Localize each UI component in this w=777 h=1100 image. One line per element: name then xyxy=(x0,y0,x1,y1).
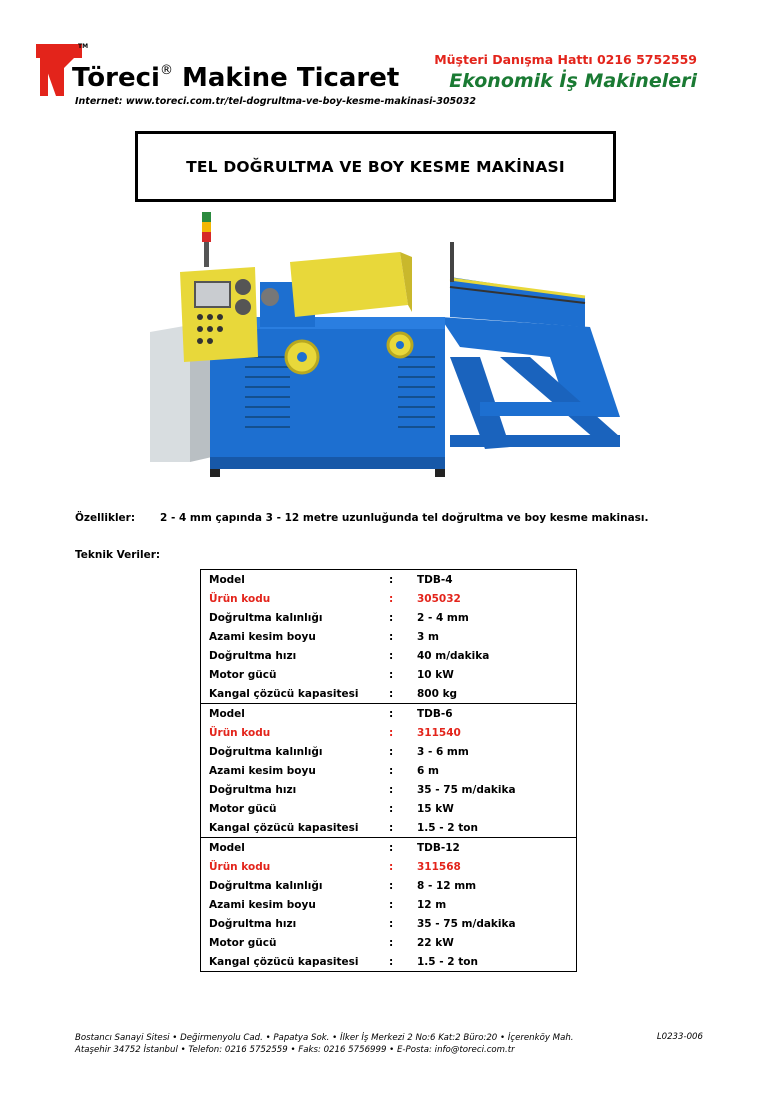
spec-separator: : xyxy=(389,936,394,949)
spec-value: 311568 xyxy=(417,860,461,873)
spec-key: Kangal çözücü kapasitesi xyxy=(209,955,359,968)
spec-row xyxy=(201,646,576,665)
spec-value: 35 - 75 m/dakika xyxy=(417,917,516,930)
spec-separator: : xyxy=(389,687,394,700)
spec-key: Doğrultma hızı xyxy=(209,783,297,796)
spec-row xyxy=(201,570,576,589)
footer-line-1: Bostancı Sanayi Sitesi • Değirmenyolu Cad. • Papatya Sok. • İlker İş Merkezi 2 No:6 Kat:2 Büro:20 • İçerenköy Mah. xyxy=(75,1033,574,1043)
spec-separator: : xyxy=(389,841,394,854)
spec-separator: : xyxy=(389,764,394,777)
spec-separator: : xyxy=(389,783,394,796)
spec-row xyxy=(201,952,576,971)
features-label: Özellikler: xyxy=(75,512,136,524)
spec-key: Model xyxy=(209,707,245,720)
spec-value: 1.5 - 2 ton xyxy=(417,821,478,834)
spec-key: Model xyxy=(209,841,245,854)
spec-row xyxy=(201,876,576,895)
spec-row xyxy=(201,799,576,818)
spec-value: TDB-4 xyxy=(417,573,453,586)
spec-key: Doğrultma hızı xyxy=(209,649,297,662)
spec-separator: : xyxy=(389,592,394,605)
slogan: Ekonomik İş Makineleri xyxy=(449,70,697,92)
spec-value: 10 kW xyxy=(417,668,454,681)
technical-data-label: Teknik Veriler: xyxy=(75,549,161,561)
spec-value: TDB-12 xyxy=(417,841,460,854)
spec-key: Doğrultma kalınlığı xyxy=(209,745,323,758)
spec-row xyxy=(201,838,576,857)
spec-value: 1.5 - 2 ton xyxy=(417,955,478,968)
spec-value: 305032 xyxy=(417,592,461,605)
spec-separator: : xyxy=(389,860,394,873)
spec-separator: : xyxy=(389,630,394,643)
spec-key: Doğrultma hızı xyxy=(209,917,297,930)
spec-value: 22 kW xyxy=(417,936,454,949)
spec-key: Azami kesim boyu xyxy=(209,898,316,911)
spec-group xyxy=(201,570,576,703)
spec-separator: : xyxy=(389,726,394,739)
spec-row xyxy=(201,608,576,627)
page-url: Internet: www.toreci.com.tr/tel-dogrultma-ve-boy-kesme-makinasi-305032 xyxy=(75,96,476,107)
customer-hotline: Müşteri Danışma Hattı 0216 5752559 xyxy=(434,52,697,67)
spec-key: Motor gücü xyxy=(209,936,277,949)
spec-value: 15 kW xyxy=(417,802,454,815)
spec-key: Kangal çözücü kapasitesi xyxy=(209,821,359,834)
spec-value: 311540 xyxy=(417,726,461,739)
spec-separator: : xyxy=(389,879,394,892)
spec-separator: : xyxy=(389,917,394,930)
spec-key: Doğrultma kalınlığı xyxy=(209,611,323,624)
spec-key: Model xyxy=(209,573,245,586)
spec-key: Doğrultma kalınlığı xyxy=(209,879,323,892)
company-name: Töreci® Makine Ticaret xyxy=(72,63,400,93)
spec-row xyxy=(201,665,576,684)
spec-row xyxy=(201,704,576,723)
spec-separator: : xyxy=(389,955,394,968)
page-title: TEL DOĞRULTMA VE BOY KESME MAKİNASI xyxy=(186,157,565,176)
spec-value: 6 m xyxy=(417,764,439,777)
footer-line-2: Ataşehir 34752 İstanbul • Telefon: 0216 5752559 • Faks: 0216 5756999 • E-Posta: info@toreci.com.tr xyxy=(75,1045,515,1055)
spec-row xyxy=(201,723,576,742)
spec-value: 12 m xyxy=(417,898,447,911)
spec-key: Ürün kodu xyxy=(209,592,271,605)
document-code: L0233-006 xyxy=(656,1032,703,1042)
spec-separator: : xyxy=(389,611,394,624)
spec-value: 40 m/dakika xyxy=(417,649,490,662)
spec-key: Azami kesim boyu xyxy=(209,630,316,643)
spec-separator: : xyxy=(389,802,394,815)
spec-row xyxy=(201,780,576,799)
spec-group xyxy=(201,703,576,837)
title-box xyxy=(135,131,616,202)
spec-row xyxy=(201,857,576,876)
spec-separator: : xyxy=(389,573,394,586)
spec-value: 800 kg xyxy=(417,687,458,700)
spec-key: Azami kesim boyu xyxy=(209,764,316,777)
spec-separator: : xyxy=(389,745,394,758)
spec-table xyxy=(200,569,577,972)
spec-key: Ürün kodu xyxy=(209,860,271,873)
spec-value: 35 - 75 m/dakika xyxy=(417,783,516,796)
spec-row xyxy=(201,684,576,703)
trademark: TM xyxy=(78,43,89,50)
spec-value: 3 m xyxy=(417,630,439,643)
spec-row xyxy=(201,627,576,646)
spec-row xyxy=(201,742,576,761)
spec-value: 3 - 6 mm xyxy=(417,745,469,758)
spec-key: Motor gücü xyxy=(209,668,277,681)
spec-key: Kangal çözücü kapasitesi xyxy=(209,687,359,700)
spec-row xyxy=(201,818,576,837)
features-text: 2 - 4 mm çapında 3 - 12 metre uzunluğunda tel doğrultma ve boy kesme makinası. xyxy=(160,512,649,524)
spec-separator: : xyxy=(389,668,394,681)
machine-photo xyxy=(150,207,630,487)
spec-separator: : xyxy=(389,649,394,662)
spec-row xyxy=(201,895,576,914)
spec-value: 2 - 4 mm xyxy=(417,611,469,624)
spec-separator: : xyxy=(389,821,394,834)
spec-separator: : xyxy=(389,898,394,911)
spec-value: TDB-6 xyxy=(417,707,453,720)
spec-key: Ürün kodu xyxy=(209,726,271,739)
spec-value: 8 - 12 mm xyxy=(417,879,477,892)
spec-group xyxy=(201,837,576,971)
spec-key: Motor gücü xyxy=(209,802,277,815)
spec-row xyxy=(201,914,576,933)
spec-row xyxy=(201,589,576,608)
spec-separator: : xyxy=(389,707,394,720)
spec-row xyxy=(201,761,576,780)
spec-row xyxy=(201,933,576,952)
footer-address xyxy=(75,1032,574,1056)
